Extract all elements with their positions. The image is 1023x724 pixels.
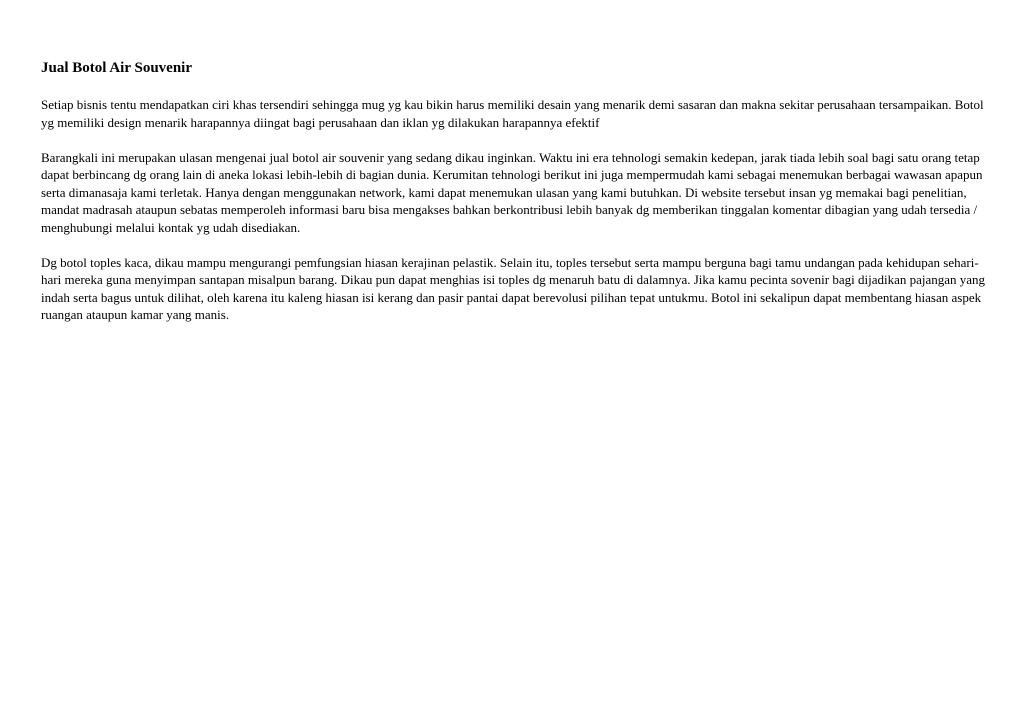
document-page	[41, 58, 986, 341]
paragraph-2: Barangkali ini merupakan ulasan mengenai jual botol air souvenir yang sedang dikau inginkan. Waktu ini era tehnologi semakin kedepan, jarak tiada lebih soal bagi satu orang tetap dapat berbincang dg orang lain di aneka lokasi lebih-lebih di bagian dunia. Kerumitan tehnologi berikut ini juga mempermudah kami sebagai menemukan berbagai wawasan apapun serta dimanasaja kami terletak. Hanya dengan menggunakan network, kami dapat menemukan ulasan yang kami butuhkan. Di website tersebut insan yg memakai bagi penelitian, mandat madrasah ataupun sebatas memperoleh informasi baru bisa mengakses bahkan berkontribusi lebih banyak dg memberikan tinggalan komentar dibagian yang udah tersedia / menghubungi melalui kontak yg udah disediakan.	[41, 149, 983, 235]
document-title: Jual Botol Air Souvenir	[41, 60, 192, 76]
paragraph-3: Dg botol toples kaca, dikau mampu mengurangi pemfungsian hiasan kerajinan pelastik. Selain itu, toples tersebut serta mampu berguna bagi tamu undangan pada kehidupan sehari-hari mereka guna menyimpan santapan misalpun barang. Dikau pun dapat menghias isi toples dg menaruh batu di dalamnya. Jika kamu pecinta sovenir bagi dijadikan pajangan yang indah serta bagus untuk dilihat, oleh karena itu kaleng hiasan isi kerang dan pasir pantai dapat berevolusi pilihan tepat untukmu. Botol ini sekalipun dapat membentang hiasan aspek ruangan ataupun kamar yang manis.	[41, 254, 986, 322]
paragraph-1: Setiap bisnis tentu mendapatkan ciri khas tersendiri sehingga mug yg kau bikin harus memiliki desain yang menarik demi sasaran dan makna sekitar perusahaan tersampaikan. Botol yg memiliki design menarik harapannya diingat bagi perusahaan dan iklan yg dilakukan harapannya efektif	[41, 97, 984, 130]
